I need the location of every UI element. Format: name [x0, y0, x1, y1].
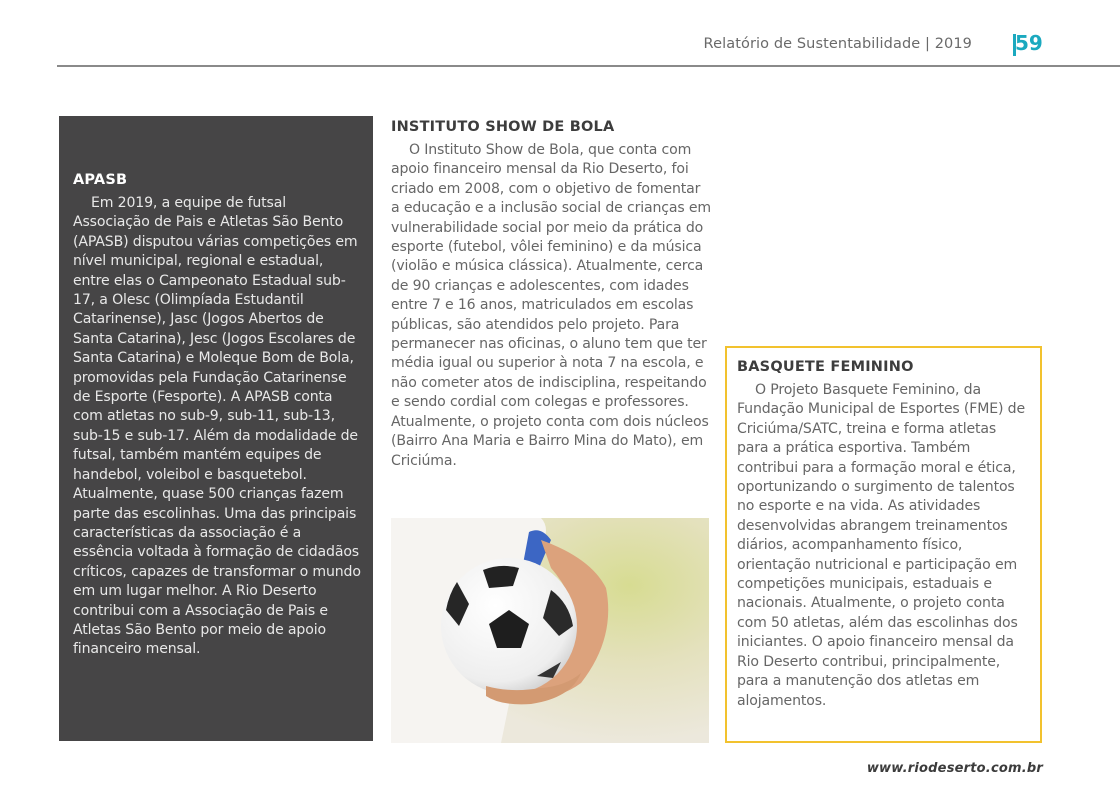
soccer-ball-photo [391, 518, 709, 743]
show-de-bola-heading: INSTITUTO SHOW DE BOLA [391, 119, 615, 135]
page-number: 59 [1015, 31, 1043, 55]
show-de-bola-section [391, 119, 711, 471]
basquete-heading: BASQUETE FEMININO [737, 359, 914, 375]
header-divider [57, 65, 1120, 67]
soccer-ball-illustration [391, 518, 709, 743]
footer-website-link[interactable]: www.riodeserto.com.br [866, 761, 1043, 776]
apasb-heading: APASB [73, 172, 128, 188]
basquete-feminino-box [725, 346, 1042, 743]
apasb-body: Em 2019, a equipe de futsal Associação de Pais e Atletas São Bento (APASB) disputou várias competições em nível municipal, regional e estadual, entre elas o Campeonato Estadual sub-17, a Olesc (Olimpíada Estudantil Catarinense), Jasc (Jogos Abertos de Santa Catarina), Jesc (Jogos Escolares de Santa Catarina) e Moleque Bom de Bola, promovidas pela Fundação Catarinense de Esporte (Fesporte). A APASB conta com atletas no sub-9, sub-11, sub-13, sub-15 e sub-17. Além da modalidade de futsal, também mantém equipes de handebol, voleibol e basquetebol. Atualmente, quase 500 crianças fazem parte das escolinhas. Uma das principais características da associação é a essência voltada à formação de cidadãos críticos, capazes de transformar o mundo em um lugar melhor. A Rio Deserto contribui com a Associação de Pais e Atletas São Bento por meio de apoio financeiro mensal. [73, 195, 361, 658]
basquete-body: O Projeto Basquete Feminino, da Fundação Municipal de Esportes (FME) de Criciúma/SATC, treina e forma atletas para a prática esportiva. Também contribui para a formação moral e ética, oportunizando o surgimento de talentos no esporte e na vida. As atividades desenvolvidas abrangem treinamentos diários, acompanhamento físico, orientação nutricional e participação em competições municipais, estaduais e nacionais. Atualmente, o projeto conta com 50 atletas, além das escolinhas dos iniciantes. O apoio financeiro mensal da Rio Deserto contribui, principalmente, para a manutenção dos atletas em alojamentos. [737, 382, 1025, 709]
apasb-box [59, 116, 373, 741]
show-de-bola-body: O Instituto Show de Bola, que conta com apoio financeiro mensal da Rio Deserto, foi criado em 2008, com o objetivo de fomentar a educação e a inclusão social de crianças em vulnerabilidade social por meio da prática do esporte (futebol, vôlei feminino) e da música (violão e música clássica). Atualmente, cerca de 90 crianças e adolescentes, com idades entre 7 e 16 anos, matriculados em escolas públicas, são atendidos pelo projeto. Para permanecer nas oficinas, o aluno tem que ter média igual ou superior à nota 7 na escola, e não cometer atos de indisciplina, respeitando e sendo cordial com colegas e professores. Atualmente, o projeto conta com dois núcleos (Bairro Ana Maria e Bairro Mina do Mato), em Criciúma. [391, 142, 711, 469]
report-title: Relatório de Sustentabilidade | 2019 [703, 36, 972, 52]
